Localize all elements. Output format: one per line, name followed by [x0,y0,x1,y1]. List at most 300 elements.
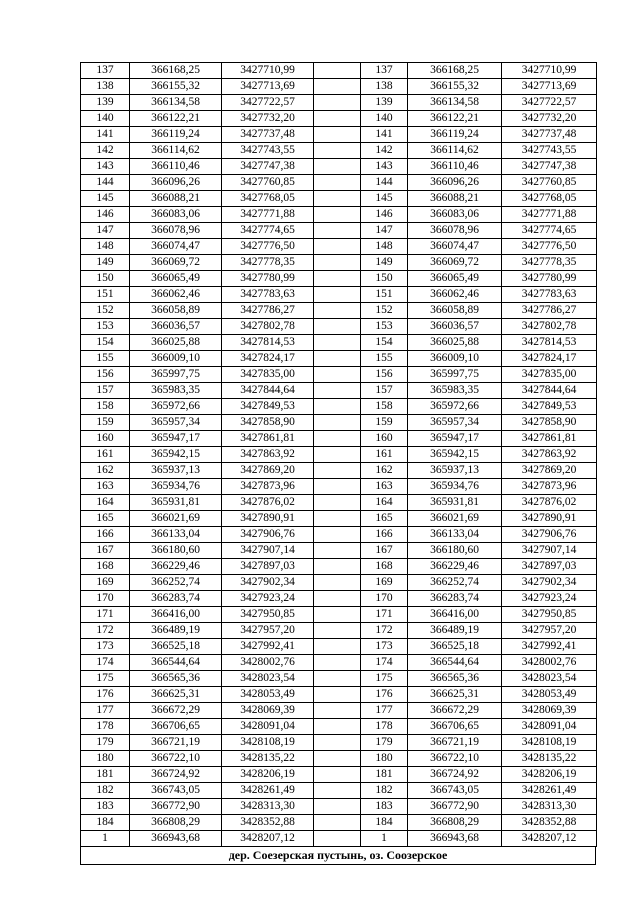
gap-cell [314,719,361,735]
left-point-number-cell: 173 [81,639,130,655]
left-point-number-cell: 177 [81,703,130,719]
right-point-number-cell: 164 [361,495,408,511]
table-row [81,591,597,607]
right-point-number-cell: 152 [361,303,408,319]
left-point-number-cell: 157 [81,383,130,399]
right-x-coordinate-cell: 366416,00 [408,607,502,623]
right-point-number-cell: 144 [361,175,408,191]
right-x-coordinate-cell: 366114,62 [408,143,502,159]
right-x-coordinate-cell: 366119,24 [408,127,502,143]
right-x-coordinate-cell: 366168,25 [408,63,502,79]
right-point-number-cell: 154 [361,335,408,351]
right-y-coordinate-cell: 3427760,85 [502,175,597,191]
left-point-number-cell: 171 [81,607,130,623]
left-x-coordinate-cell: 366036,57 [130,319,222,335]
left-x-coordinate-cell: 366625,31 [130,687,222,703]
left-x-coordinate-cell: 366943,68 [130,831,222,847]
table-row [81,287,597,303]
left-y-coordinate-cell: 3427776,50 [222,239,314,255]
right-x-coordinate-cell: 366021,69 [408,511,502,527]
right-x-coordinate-cell: 366565,36 [408,671,502,687]
left-x-coordinate-cell: 365957,34 [130,415,222,431]
coordinates-table [80,62,597,847]
right-x-coordinate-cell: 366134,58 [408,95,502,111]
table-row [81,735,597,751]
gap-cell [314,79,361,95]
left-point-number-cell: 167 [81,543,130,559]
right-x-coordinate-cell: 366122,21 [408,111,502,127]
right-point-number-cell: 162 [361,463,408,479]
table-row [81,383,597,399]
left-point-number-cell: 158 [81,399,130,415]
right-point-number-cell: 156 [361,367,408,383]
left-point-number-cell: 154 [81,335,130,351]
left-x-coordinate-cell: 366114,62 [130,143,222,159]
left-y-coordinate-cell: 3427902,34 [222,575,314,591]
left-y-coordinate-cell: 3427992,41 [222,639,314,655]
right-point-number-cell: 178 [361,719,408,735]
right-y-coordinate-cell: 3427906,76 [502,527,597,543]
right-point-number-cell: 181 [361,767,408,783]
left-y-coordinate-cell: 3427897,03 [222,559,314,575]
left-x-coordinate-cell: 366180,60 [130,543,222,559]
left-point-number-cell: 146 [81,207,130,223]
left-y-coordinate-cell: 3427844,64 [222,383,314,399]
right-point-number-cell: 179 [361,735,408,751]
left-x-coordinate-cell: 366743,05 [130,783,222,799]
right-x-coordinate-cell: 366706,65 [408,719,502,735]
right-y-coordinate-cell: 3428206,19 [502,767,597,783]
right-point-number-cell: 150 [361,271,408,287]
table-footer-caption: дер. Соезерская пустынь, оз. Соозерское [80,847,596,865]
right-x-coordinate-cell: 366078,96 [408,223,502,239]
right-y-coordinate-cell: 3427743,55 [502,143,597,159]
left-point-number-cell: 165 [81,511,130,527]
table-row [81,319,597,335]
left-y-coordinate-cell: 3428261,49 [222,783,314,799]
right-y-coordinate-cell: 3427858,90 [502,415,597,431]
right-point-number-cell: 151 [361,287,408,303]
right-x-coordinate-cell: 366025,88 [408,335,502,351]
gap-cell [314,207,361,223]
left-y-coordinate-cell: 3427890,91 [222,511,314,527]
right-point-number-cell: 160 [361,431,408,447]
left-x-coordinate-cell: 366168,25 [130,63,222,79]
left-x-coordinate-cell: 366525,18 [130,639,222,655]
left-point-number-cell: 152 [81,303,130,319]
left-x-coordinate-cell: 366134,58 [130,95,222,111]
gap-cell [314,415,361,431]
gap-cell [314,527,361,543]
right-point-number-cell: 174 [361,655,408,671]
right-x-coordinate-cell: 366544,64 [408,655,502,671]
right-y-coordinate-cell: 3427950,85 [502,607,597,623]
gap-cell [314,559,361,575]
right-y-coordinate-cell: 3428053,49 [502,687,597,703]
table-row [81,511,597,527]
table-row [81,671,597,687]
right-x-coordinate-cell: 366180,60 [408,543,502,559]
gap-cell [314,383,361,399]
right-point-number-cell: 168 [361,559,408,575]
gap-cell [314,687,361,703]
right-point-number-cell: 159 [361,415,408,431]
right-y-coordinate-cell: 3427902,34 [502,575,597,591]
left-y-coordinate-cell: 3427713,69 [222,79,314,95]
table-row [81,239,597,255]
right-point-number-cell: 158 [361,399,408,415]
left-x-coordinate-cell: 366119,24 [130,127,222,143]
right-x-coordinate-cell: 365972,66 [408,399,502,415]
right-x-coordinate-cell: 365931,81 [408,495,502,511]
left-x-coordinate-cell: 366229,46 [130,559,222,575]
left-x-coordinate-cell: 365972,66 [130,399,222,415]
left-y-coordinate-cell: 3427722,57 [222,95,314,111]
left-point-number-cell: 164 [81,495,130,511]
left-y-coordinate-cell: 3428207,12 [222,831,314,847]
left-point-number-cell: 183 [81,799,130,815]
left-y-coordinate-cell: 3428069,39 [222,703,314,719]
gap-cell [314,735,361,751]
left-x-coordinate-cell: 366252,74 [130,575,222,591]
right-y-coordinate-cell: 3427786,27 [502,303,597,319]
left-point-number-cell: 172 [81,623,130,639]
left-point-number-cell: 140 [81,111,130,127]
right-y-coordinate-cell: 3428135,22 [502,751,597,767]
gap-cell [314,655,361,671]
table-row [81,223,597,239]
table-row [81,463,597,479]
right-point-number-cell: 149 [361,255,408,271]
right-y-coordinate-cell: 3427844,64 [502,383,597,399]
right-y-coordinate-cell: 3428069,39 [502,703,597,719]
left-x-coordinate-cell: 366096,26 [130,175,222,191]
right-y-coordinate-cell: 3427768,05 [502,191,597,207]
left-x-coordinate-cell: 365934,76 [130,479,222,495]
left-point-number-cell: 147 [81,223,130,239]
left-x-coordinate-cell: 366133,04 [130,527,222,543]
table-row [81,399,597,415]
left-x-coordinate-cell: 366062,46 [130,287,222,303]
table-row [81,559,597,575]
left-point-number-cell: 138 [81,79,130,95]
left-y-coordinate-cell: 3428206,19 [222,767,314,783]
left-x-coordinate-cell: 366009,10 [130,351,222,367]
gap-cell [314,575,361,591]
table-row [81,479,597,495]
gap-cell [314,607,361,623]
right-point-number-cell: 143 [361,159,408,175]
table-row [81,623,597,639]
gap-cell [314,447,361,463]
right-x-coordinate-cell: 366110,46 [408,159,502,175]
left-y-coordinate-cell: 3427858,90 [222,415,314,431]
right-y-coordinate-cell: 3427890,91 [502,511,597,527]
left-point-number-cell: 163 [81,479,130,495]
table-row [81,127,597,143]
table-row [81,351,597,367]
right-point-number-cell: 182 [361,783,408,799]
gap-cell [314,271,361,287]
right-x-coordinate-cell: 366724,92 [408,767,502,783]
left-point-number-cell: 162 [81,463,130,479]
right-point-number-cell: 140 [361,111,408,127]
left-y-coordinate-cell: 3428313,30 [222,799,314,815]
left-x-coordinate-cell: 366074,47 [130,239,222,255]
gap-cell [314,639,361,655]
right-y-coordinate-cell: 3427780,99 [502,271,597,287]
right-x-coordinate-cell: 366074,47 [408,239,502,255]
left-x-coordinate-cell: 366083,06 [130,207,222,223]
right-point-number-cell: 167 [361,543,408,559]
right-point-number-cell: 141 [361,127,408,143]
right-y-coordinate-cell: 3427747,38 [502,159,597,175]
right-point-number-cell: 153 [361,319,408,335]
left-point-number-cell: 144 [81,175,130,191]
table-row [81,159,597,175]
left-point-number-cell: 141 [81,127,130,143]
right-x-coordinate-cell: 366155,32 [408,79,502,95]
left-x-coordinate-cell: 366078,96 [130,223,222,239]
gap-cell [314,223,361,239]
left-x-coordinate-cell: 366722,10 [130,751,222,767]
left-x-coordinate-cell: 366122,21 [130,111,222,127]
right-point-number-cell: 176 [361,687,408,703]
left-point-number-cell: 142 [81,143,130,159]
left-x-coordinate-cell: 366088,21 [130,191,222,207]
gap-cell [314,399,361,415]
left-x-coordinate-cell: 366021,69 [130,511,222,527]
right-x-coordinate-cell: 366065,49 [408,271,502,287]
right-x-coordinate-cell: 366229,46 [408,559,502,575]
left-x-coordinate-cell: 366155,32 [130,79,222,95]
right-point-number-cell: 147 [361,223,408,239]
table-row [81,271,597,287]
right-x-coordinate-cell: 365937,13 [408,463,502,479]
right-x-coordinate-cell: 366069,72 [408,255,502,271]
right-x-coordinate-cell: 365983,35 [408,383,502,399]
right-y-coordinate-cell: 3427776,50 [502,239,597,255]
gap-cell [314,463,361,479]
right-x-coordinate-cell: 366489,19 [408,623,502,639]
table-row [81,255,597,271]
right-y-coordinate-cell: 3427873,96 [502,479,597,495]
gap-cell [314,431,361,447]
right-y-coordinate-cell: 3427897,03 [502,559,597,575]
left-point-number-cell: 175 [81,671,130,687]
left-point-number-cell: 184 [81,815,130,831]
right-point-number-cell: 163 [361,479,408,495]
right-point-number-cell: 171 [361,607,408,623]
gap-cell [314,367,361,383]
table-row [81,367,597,383]
right-x-coordinate-cell: 366009,10 [408,351,502,367]
left-point-number-cell: 143 [81,159,130,175]
table-row [81,831,597,847]
right-point-number-cell: 169 [361,575,408,591]
right-point-number-cell: 161 [361,447,408,463]
table-row [81,607,597,623]
table-row [81,175,597,191]
left-y-coordinate-cell: 3428091,04 [222,719,314,735]
left-y-coordinate-cell: 3427835,00 [222,367,314,383]
table-row [81,687,597,703]
left-y-coordinate-cell: 3427760,85 [222,175,314,191]
gap-cell [314,511,361,527]
left-x-coordinate-cell: 365947,17 [130,431,222,447]
table-row [81,143,597,159]
gap-cell [314,799,361,815]
right-y-coordinate-cell: 3427835,00 [502,367,597,383]
right-x-coordinate-cell: 366062,46 [408,287,502,303]
left-y-coordinate-cell: 3427907,14 [222,543,314,559]
left-x-coordinate-cell: 366069,72 [130,255,222,271]
left-point-number-cell: 168 [81,559,130,575]
table-row [81,719,597,735]
right-y-coordinate-cell: 3428207,12 [502,831,597,847]
right-x-coordinate-cell: 366672,29 [408,703,502,719]
right-point-number-cell: 139 [361,95,408,111]
right-point-number-cell: 183 [361,799,408,815]
left-point-number-cell: 153 [81,319,130,335]
left-y-coordinate-cell: 3427783,63 [222,287,314,303]
table-row [81,639,597,655]
left-y-coordinate-cell: 3427778,35 [222,255,314,271]
left-y-coordinate-cell: 3427950,85 [222,607,314,623]
left-y-coordinate-cell: 3427771,88 [222,207,314,223]
left-y-coordinate-cell: 3427814,53 [222,335,314,351]
right-y-coordinate-cell: 3427992,41 [502,639,597,655]
left-y-coordinate-cell: 3427863,92 [222,447,314,463]
right-y-coordinate-cell: 3427861,81 [502,431,597,447]
left-y-coordinate-cell: 3427869,20 [222,463,314,479]
table-row [81,703,597,719]
left-y-coordinate-cell: 3427849,53 [222,399,314,415]
gap-cell [314,831,361,847]
left-x-coordinate-cell: 365942,15 [130,447,222,463]
table-row [81,335,597,351]
left-point-number-cell: 150 [81,271,130,287]
gap-cell [314,671,361,687]
gap-cell [314,239,361,255]
gap-cell [314,95,361,111]
table-row [81,431,597,447]
table-row [81,575,597,591]
left-point-number-cell: 155 [81,351,130,367]
right-y-coordinate-cell: 3427713,69 [502,79,597,95]
right-x-coordinate-cell: 366252,74 [408,575,502,591]
right-y-coordinate-cell: 3427957,20 [502,623,597,639]
left-x-coordinate-cell: 366489,19 [130,623,222,639]
gap-cell [314,591,361,607]
right-y-coordinate-cell: 3427849,53 [502,399,597,415]
right-x-coordinate-cell: 366743,05 [408,783,502,799]
left-point-number-cell: 139 [81,95,130,111]
table-row [81,495,597,511]
right-x-coordinate-cell: 366525,18 [408,639,502,655]
gap-cell [314,767,361,783]
right-y-coordinate-cell: 3428002,76 [502,655,597,671]
left-point-number-cell: 137 [81,63,130,79]
right-y-coordinate-cell: 3427771,88 [502,207,597,223]
right-point-number-cell: 155 [361,351,408,367]
left-y-coordinate-cell: 3428002,76 [222,655,314,671]
right-x-coordinate-cell: 366772,90 [408,799,502,815]
gap-cell [314,143,361,159]
left-x-coordinate-cell: 365997,75 [130,367,222,383]
table-row [81,63,597,79]
left-y-coordinate-cell: 3427743,55 [222,143,314,159]
table-row [81,527,597,543]
left-y-coordinate-cell: 3427873,96 [222,479,314,495]
right-y-coordinate-cell: 3428261,49 [502,783,597,799]
table-row [81,191,597,207]
right-y-coordinate-cell: 3427824,17 [502,351,597,367]
left-point-number-cell: 145 [81,191,130,207]
left-point-number-cell: 170 [81,591,130,607]
right-x-coordinate-cell: 365947,17 [408,431,502,447]
left-point-number-cell: 161 [81,447,130,463]
right-y-coordinate-cell: 3427737,48 [502,127,597,143]
right-y-coordinate-cell: 3427722,57 [502,95,597,111]
left-point-number-cell: 176 [81,687,130,703]
gap-cell [314,191,361,207]
table-row [81,95,597,111]
left-y-coordinate-cell: 3428108,19 [222,735,314,751]
table-row [81,111,597,127]
left-y-coordinate-cell: 3427923,24 [222,591,314,607]
left-y-coordinate-cell: 3428023,54 [222,671,314,687]
left-y-coordinate-cell: 3427737,48 [222,127,314,143]
right-x-coordinate-cell: 365997,75 [408,367,502,383]
left-point-number-cell: 166 [81,527,130,543]
right-point-number-cell: 173 [361,639,408,655]
left-y-coordinate-cell: 3428135,22 [222,751,314,767]
right-point-number-cell: 138 [361,79,408,95]
left-x-coordinate-cell: 366724,92 [130,767,222,783]
right-point-number-cell: 146 [361,207,408,223]
left-x-coordinate-cell: 366721,19 [130,735,222,751]
table-row [81,751,597,767]
left-x-coordinate-cell: 365937,13 [130,463,222,479]
gap-cell [314,815,361,831]
left-y-coordinate-cell: 3427747,38 [222,159,314,175]
right-point-number-cell: 145 [361,191,408,207]
right-point-number-cell: 184 [361,815,408,831]
gap-cell [314,623,361,639]
right-y-coordinate-cell: 3428108,19 [502,735,597,751]
coordinates-table-body [81,63,597,847]
right-point-number-cell: 175 [361,671,408,687]
right-y-coordinate-cell: 3427907,14 [502,543,597,559]
gap-cell [314,703,361,719]
left-y-coordinate-cell: 3428053,49 [222,687,314,703]
right-x-coordinate-cell: 366722,10 [408,751,502,767]
gap-cell [314,127,361,143]
gap-cell [314,319,361,335]
left-x-coordinate-cell: 366283,74 [130,591,222,607]
left-x-coordinate-cell: 366416,00 [130,607,222,623]
right-x-coordinate-cell: 366283,74 [408,591,502,607]
left-point-number-cell: 160 [81,431,130,447]
gap-cell [314,255,361,271]
right-point-number-cell: 137 [361,63,408,79]
right-point-number-cell: 157 [361,383,408,399]
left-x-coordinate-cell: 366065,49 [130,271,222,287]
gap-cell [314,303,361,319]
left-x-coordinate-cell: 366025,88 [130,335,222,351]
left-y-coordinate-cell: 3427876,02 [222,495,314,511]
